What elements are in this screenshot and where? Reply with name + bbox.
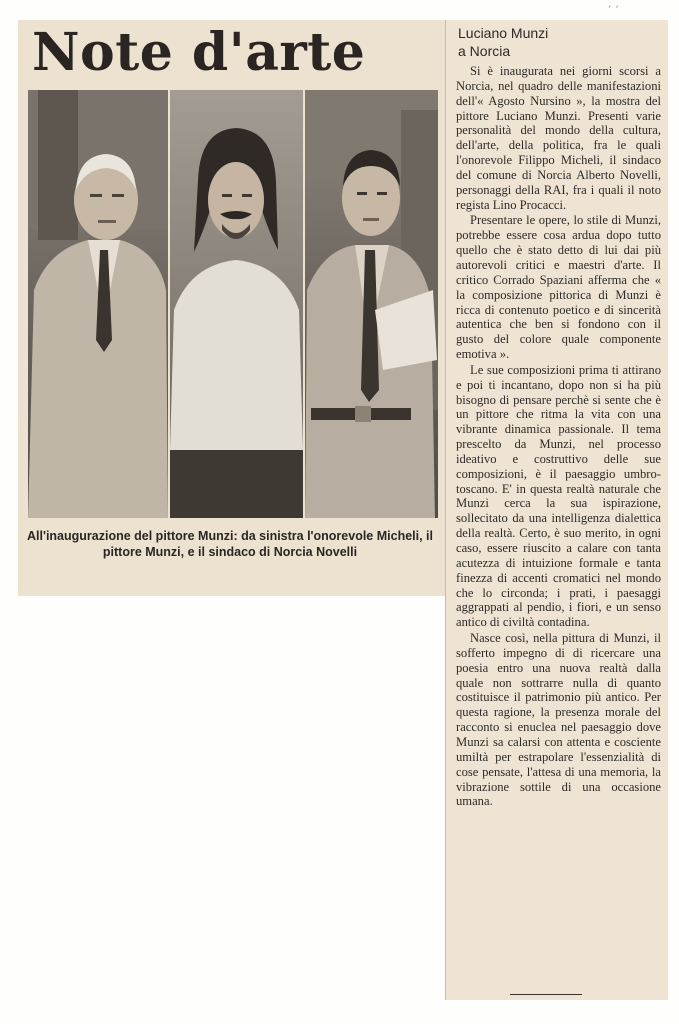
photo-caption: All'inaugurazione del pittore Munzi: da sinistra l'onorevole Micheli, il pittore Munzi, e il sindaco di Norcia Novelli [27,529,433,559]
article-title [458,24,658,60]
article-body [456,64,661,810]
mayor-figure [305,90,438,518]
photo-panel-munzi [170,90,303,518]
article-paragraph: Presentare le opere, lo stile di Munzi, potrebbe essere cosa ardua dopo tutto quello che è stato detto di lui dai più autorevoli critici e maestri d'arte. Il critico Corrado Spaziani afferma che « la composizione pittorica di Munzi è ricca di contenuto poetico e di sincerità autentica che ben si fondono con il gusto del colore quale componente emotiva ». [456,213,661,362]
photo-panel-novelli [305,90,438,518]
article-title-line-1: Luciano Munzi [458,25,549,41]
corner-pen-mark: ´ ˊ [607,6,619,16]
article-paragraph: Nasce così, nella pittura di Munzi, il sofferto impegno di di ricercare una poesia entro una nuova realtà dalla quale non sottrarre nulla di quanto costituisce il patrimonio più antico. Per questa ragione, la presenza morale del racconto si enuclea nel paesaggio dove Munzi sa calarsi con attenta e cosciente umiltà per estrapolare l'essenzialità di cose pensate, l'attesa di una memoria, la vibrazione sottile di una occasione umana. [456,631,661,809]
article-paragraph: Si è inaugurata nei giorni scorsi a Norcia, nel quadro delle manifestazioni dell'« Agosto Nursino », la mostra del pittore Luciano Munzi. Presenti varie personalità del mondo della cultura, dell'arte, della politica, fra le quali l'onorevole Filippo Micheli, il sindaco del comune di Norcia Alberto Novelli, personaggi della RAI, fra i quali il noto regista Lino Procacci. [456,64,661,212]
article-paragraph: Le sue composizioni prima ti attirano e poi ti incantano, dopo non si ha più bisogno di pensare perchè si sente che è un pittore che ritma la vita con una vibrante dinamica passionale. Il tema prescelto da Munzi, nel processo ideativo e costruttivo delle sue composizioni, è il paesaggio umbro-toscano. E' in questa realtà naturale che Munzi cerca la sua ispirazione, sollecitato da una intelligenza dialettica della realtà. Certo, è suo merito, in ogni caso, essere riuscito a calare con tanta acutezza di intuizione formale e tanta finezza di accenti cromatici nel mondo che lo circonda; i prati, i paesaggi aggrappati al pendio, i fiori, e un senso antico di civiltà contadina. [456,362,661,630]
article-end-rule [510,994,582,995]
painter-figure [170,90,303,518]
man-in-suit-figure [28,90,168,518]
photo-panel-micheli [28,90,168,518]
headline: Note d'arte [32,22,366,83]
article-title-line-2: a Norcia [458,43,511,59]
news-photo [28,90,438,518]
